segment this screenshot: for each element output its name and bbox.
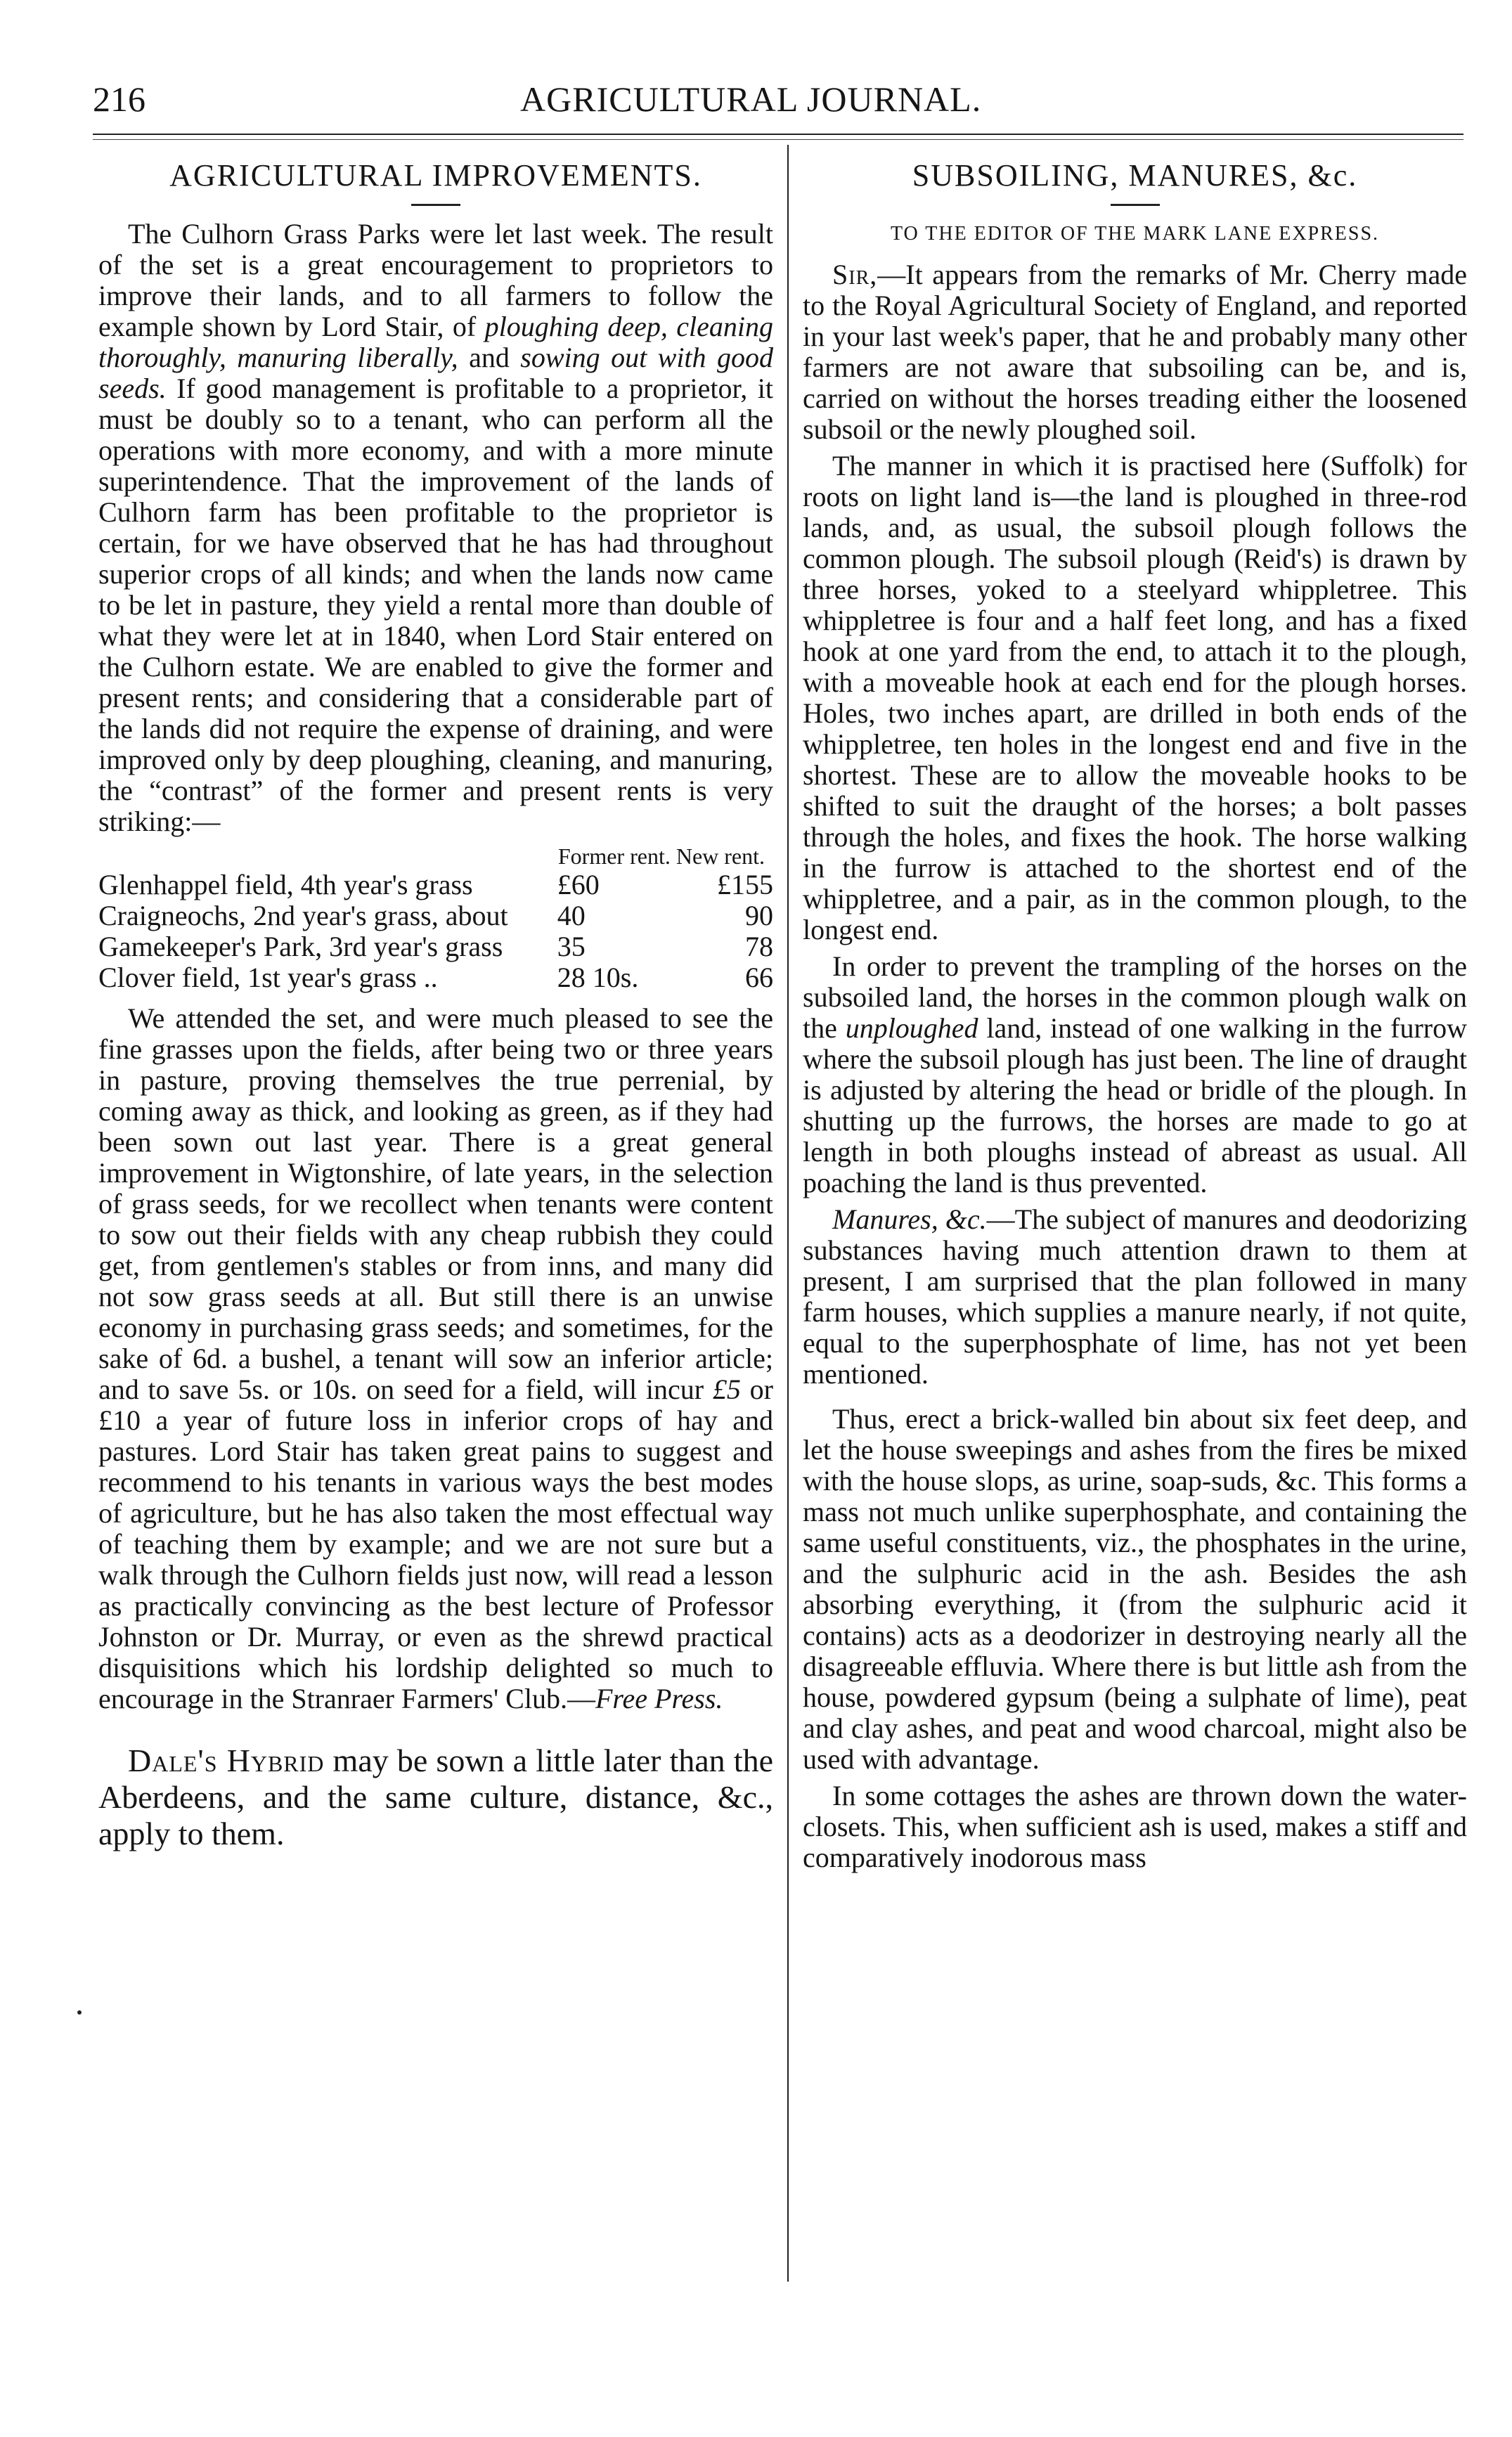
text-run: or £10 a year of future loss in inferior crops of hay and pastures. Lord Stair has taken great pains to suggest and recommend to his tenants in various ways the best modes of agriculture, but he has also taken the most effectual way of teaching them by example; and we are not sure but a walk through the Culhorn fields just now, will read a lesson as practically convincing as the best lecture of Professor Johnston or Dr. Murray, or even as the shrewd practical disquisitions which his lordship delighted so much to encourage in the Stranraer Farmers' Club.— [98,1373,774,1714]
article-title-improvements: AGRICULTURAL IMPROVEMENTS. [169,158,702,193]
paragraph: In some cottages the ashes are thrown down the water-closets. This, when sufficient ash is used, makes a stiff and comparatively inodorous mass [803,1780,1467,1873]
ink-speck [77,2010,82,2015]
title-rule [411,204,460,206]
left-column [98,160,773,1858]
paragraph: Thus, erect a brick-walled bin about six feet deep, and let the house sweepings and ashes from the fires be mixed with the house slops, as urine, soap-suds, &c. This forms a mass not much unlike superphosphate, and containing the same useful constituents, viz., the phosphates in the urine, and the sulphuric acid in the ash. Besides the ash absorbing everything, it (from the sulphuric acid it contains) acts as a deodorizer in destroying nearly all the disagreeable effluvia. Where there is but little ash from the house, powdered gypsum (being a sulphate of lime), peat and clay ashes, and peat and wood charcoal, might also be used with advantage. [803,1403,1467,1775]
table-row [98,870,773,900]
rent-former: 40 [557,900,586,931]
header-rule [93,134,1463,135]
paragraph: The manner in which it is practised here (Suffolk) for roots on light land is—the land is ploughed in three-rod lands, and, as usual, the subsoil plough follows the common plough. The subsoil plough (Reid's) is drawn by three horses, yoked to a steelyard whippletree. This whippletree is four and a half feet long, and has a fixed hook at one yard from the end, to attach it to the plough, with a moveable hook at each end for the plough horses. Holes, two inches apart, are drilled in both ends of the whippletree, ten holes in the longest end and five in the shortest. These are to allow the moveable hooks to be shifted to suit the draught of the horses; a bolt passes through the holes, and fixes the hook. The horse walking in the furrow is attached to the shortest end of the whippletree, and a pair, as in the common plough, to the longest end. [803,450,1467,945]
text-run: We attended the set, and were much pleased to see the fine grasses upon the fields, after being two or three years in pasture, proving themselves the true perrenial, by coming away as thick, and looking as green, as if they had been sown out last year. There is a great general improvement in Wigtonshire, of late years, in the selection of grass seeds, for we recollect when tenants were content to sow out their fields with any cheap rubbish they could get, from gentlemen's stables or from inns, and many did not sow grass seeds at all. But still there is an unwise economy in purchasing grass seeds; and sometimes, for the sake of 6d. a bushel, a tenant will sow an inferior article; and to save 5s. or 10s. on seed for a field, will incur [98,1002,773,1405]
rent-former: 35 [557,931,586,962]
rent-table [98,870,773,993]
right-column [803,160,1467,1879]
text-run: If good management is profitable to a proprietor, it must be doubly so to a tenant, who can perform all the operations with more economy, and with a more minute superintendence. That the improvement of the lands of Culhorn farm has been profitable to the proprietor is certain, for we have observed that he has had throughout superior crops of all kinds; and when the lands now came to be let in pasture, they yield a rental more than double of what they were let at in 1840, when Lord Stair entered on the Culhorn estate. We are enabled to give the former and present rents; and considering that a considerable part of the lands did not require the expense of draining, and were improved only by deep ploughing, cleaning, and manuring, the “contrast” of the former and present rents is very striking:— [98,373,773,837]
table-row [98,962,773,993]
rent-former: £60 [557,869,600,900]
text-run: land, instead of one walking in the furrow where the subsoil plough has just been. The line of draught is adjusted by altering the head or bridle of the plough. In shutting up the furrows, the horses are made to go at length in both ploughs instead of abreast as usual. All poaching the land is thus prevented. [803,1012,1467,1198]
rent-field-name: Clover field, 1st year's grass .. [98,962,438,993]
text-run: In order to prevent the trampling of the horses on the subsoiled land, the horses in the common plough walk on the [803,950,1467,1044]
article-title-subsoiling: SUBSOILING, MANURES, &c. [912,158,1358,193]
italic-text: unploughed [845,1012,978,1044]
paragraph [803,1204,1467,1390]
rent-former: 28 10s. [557,962,639,993]
paragraph [98,1003,773,1714]
paragraph-dales-hybrid [98,1743,773,1852]
rent-field-name: Craigneochs, 2nd year's grass, about [98,900,508,931]
text-run: The Culhorn Grass Parks were let last week. The result of the set is a great encouragement to proprietors to improve their lands, and to all farmers to follow the example shown by Lord Stair, of [98,218,773,342]
rent-new: 66 [745,962,773,993]
text-run: may be sown a little later than the Aberdeens, and the same culture, distance, &c., apply to them. [98,1743,773,1851]
table-row [98,931,773,962]
page-number: 216 [93,79,146,119]
source-credit: Free Press. [595,1683,723,1714]
italic-text: ploughing deep, cleaning thoroughly, manuring liberally, [98,311,773,373]
header-rule-thin [93,139,1463,140]
rent-field-name: Gamekeeper's Park, 3rd year's grass [98,931,503,962]
italic-text: sowing out with good seeds. [98,342,773,404]
text-run: —It appears from the remarks of Mr. Cherry made to the Royal Agricultural Society of England, and reported in your last week's paper, that he and probably many other farmers are not aware that subsoiling can be, and is, carried on without the horses treading either the loosened subsoil or the newly ploughed soil. [803,259,1467,445]
paragraph [803,951,1467,1198]
rent-new: £155 [717,869,773,900]
salutation: Sir, [832,259,878,290]
text-run: and [458,342,521,373]
paragraph [803,259,1467,445]
letter-addressee: TO THE EDITOR OF THE MARK LANE EXPRESS. [890,223,1380,245]
table-row [98,900,773,931]
italic-text: £5 [712,1373,741,1405]
running-title: AGRICULTURAL JOURNAL. [520,79,982,119]
smallcaps-lead: Dale's Hybrid [128,1743,325,1778]
italic-text: Manures, &c. [832,1203,987,1235]
rent-table-header: Former rent. New rent. [557,843,765,869]
column-divider [787,145,789,2282]
rent-new: 78 [745,931,773,962]
paragraph [98,219,773,837]
title-rule [1111,204,1160,206]
rent-new: 90 [745,900,773,931]
rent-field-name: Glenhappel field, 4th year's grass [98,869,473,900]
text-run: —The subject of manures and deodorizing substances having much attention drawn to them at present, I am surprised that the plan followed in many farm houses, which supplies a manure nearly, if not quite, equal to the superphosphate of lime, has not yet been mentioned. [803,1203,1467,1390]
